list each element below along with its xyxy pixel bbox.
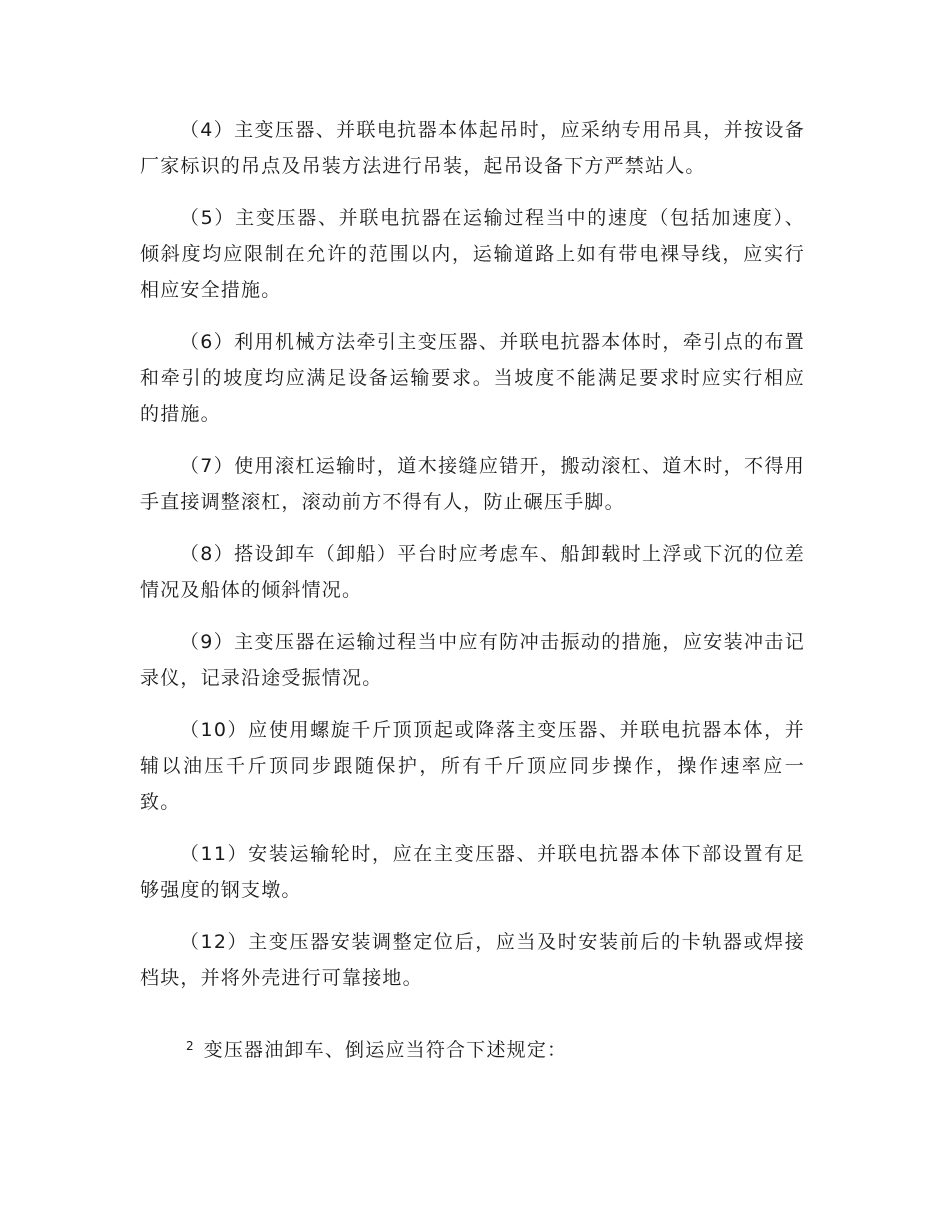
paragraph-9: （9）主变压器在运输过程当中应有防冲击振动的措施，应安装冲击记录仪，记录沿途受振情况。 bbox=[140, 631, 805, 689]
item-text: 变压器油卸车、倒运应当符合下述规定： bbox=[203, 1039, 568, 1061]
document-body bbox=[140, 112, 805, 1012]
item-number: 2 bbox=[186, 1039, 194, 1053]
paragraph-8: （8）搭设卸车（卸船）平台时应考虑车、船卸载时上浮或下沉的位差情况及船体的倾斜情况。 bbox=[140, 543, 805, 601]
paragraph-7: （7）使用滚杠运输时，道木接缝应错开，搬动滚杠、道木时，不得用手直接调整滚杠，滚动前方不得有人，防止碾压手脚。 bbox=[140, 455, 805, 513]
paragraph-11: （11）安装运输轮时，应在主变压器、并联电抗器本体下部设置有足够强度的钢支墩。 bbox=[140, 843, 805, 901]
paragraph-12: （12）主变压器安装调整定位后，应当及时安装前后的卡轨器或焊接档块，并将外壳进行可靠接地。 bbox=[140, 931, 805, 989]
list-item-2 bbox=[186, 1028, 567, 1068]
paragraph-6: （6）利用机械方法牵引主变压器、并联电抗器本体时，牵引点的布置和牵引的坡度均应满足设备运输要求。当坡度不能满足要求时应实行相应的措施。 bbox=[140, 331, 805, 425]
paragraph-4: （4）主变压器、并联电抗器本体起吊时，应采纳专用吊具，并按设备厂家标识的吊点及吊装方法进行吊装，起吊设备下方严禁站人。 bbox=[140, 119, 805, 177]
paragraph-5: （5）主变压器、并联电抗器在运输过程当中的速度（包括加速度）、倾斜度均应限制在允许的范围以内，运输道路上如有带电裸导线，应实行相应安全措施。 bbox=[140, 207, 805, 301]
paragraph-10: （10）应使用螺旋千斤顶顶起或降落主变压器、并联电抗器本体，并辅以油压千斤顶同步跟随保护，所有千斤顶应同步操作，操作速率应一致。 bbox=[140, 719, 805, 813]
